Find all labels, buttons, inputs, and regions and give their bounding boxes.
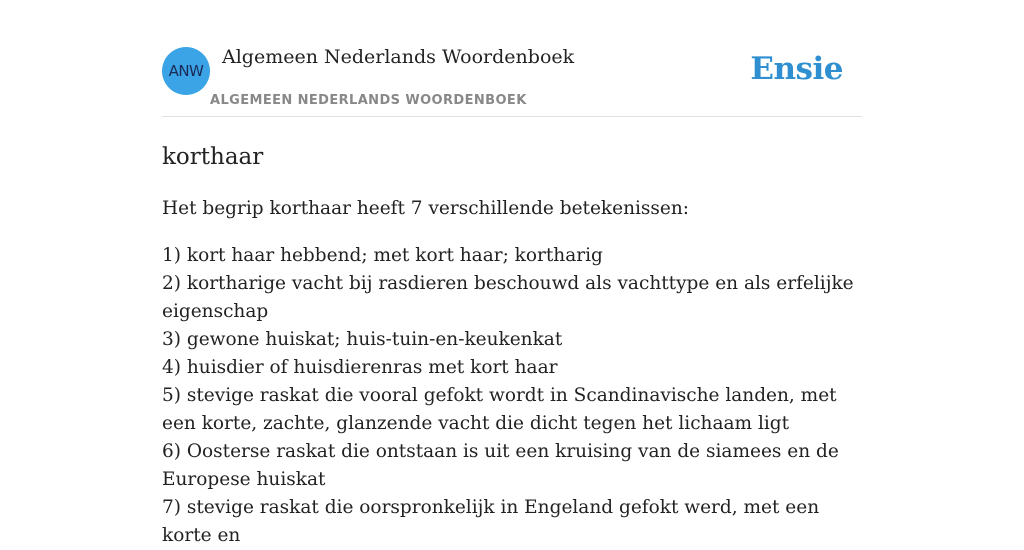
meaning-item: 3) gewone huiskat; huis-tuin-en-keukenkat xyxy=(162,329,563,350)
entry-intro: Het begrip korthaar heeft 7 verschillende betekenissen: xyxy=(162,198,690,219)
site-subtitle: ALGEMEEN NEDERLANDS WOORDENBOEK xyxy=(210,93,527,108)
meaning-item: 7) stevige raskat die oorspronkelijk in Engeland gefokt werd, met een korte en xyxy=(162,497,820,546)
meaning-item: 5) stevige raskat die vooral gefokt wordt in Scandinavische landen, met een korte, zachte, glanzende vacht die dicht tegen het lichaam ligt xyxy=(162,385,837,434)
page-container xyxy=(162,0,862,550)
meaning-item: 1) kort haar hebbend; met kort haar; kortharig xyxy=(162,245,603,266)
meaning-item: 2) kortharige vacht bij rasdieren beschouwd als vachttype en als erfelijke eigenschap xyxy=(162,273,854,322)
page-title: korthaar xyxy=(162,144,264,170)
logo-text: ANW xyxy=(168,62,204,80)
meanings-list xyxy=(162,242,862,550)
entry-content xyxy=(162,143,862,550)
meaning-item: 6) Oosterse raskat die ontstaan is uit een kruising van de siamees en de Europese huiskat xyxy=(162,441,839,490)
site-header xyxy=(162,0,862,117)
site-title[interactable]: Algemeen Nederlands Woordenboek xyxy=(222,46,575,68)
meaning-item: 4) huisdier of huisdierenras met kort haar xyxy=(162,357,558,378)
anw-logo[interactable] xyxy=(162,47,210,95)
ensie-brand-logo[interactable]: Ensie xyxy=(750,51,843,87)
